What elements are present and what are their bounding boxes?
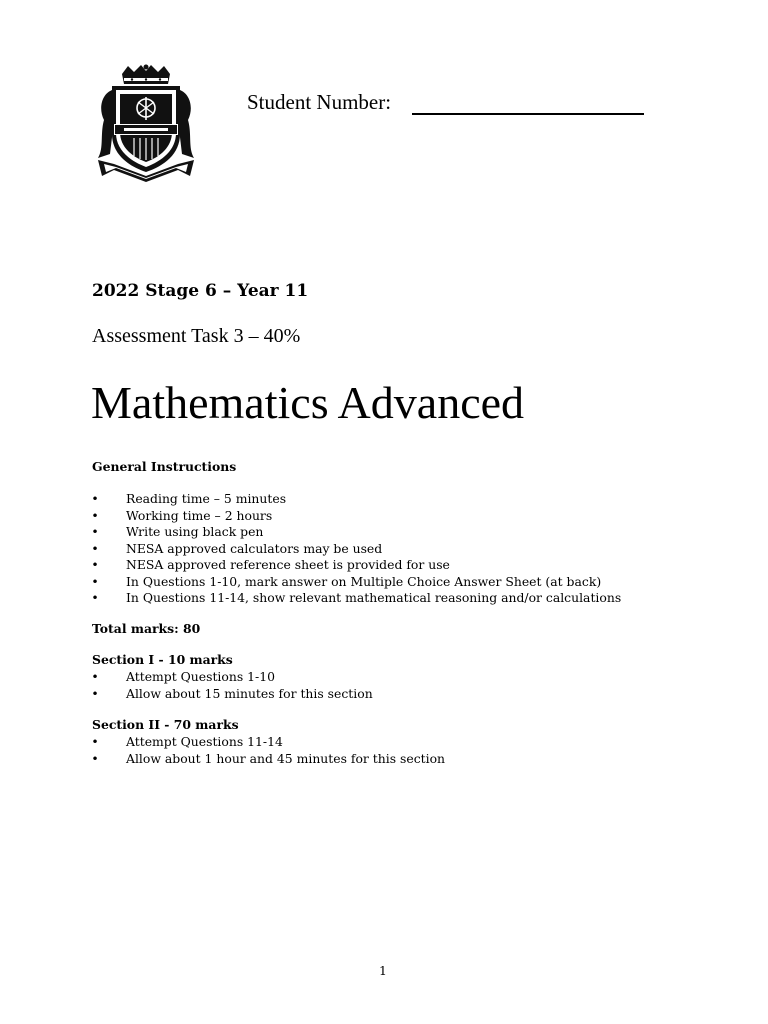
bullet-icon: • <box>91 669 99 684</box>
school-crest-logo <box>94 64 198 184</box>
section-2-heading: Section II - 70 marks <box>92 717 239 732</box>
list-item: • NESA approved reference sheet is provided for use <box>91 557 450 572</box>
student-number-field-line[interactable] <box>412 113 644 115</box>
section-2-list <box>90 734 445 767</box>
bullet-icon: • <box>91 590 99 605</box>
bullet-icon: • <box>91 491 99 506</box>
list-item: • Attempt Questions 11-14 <box>91 734 283 749</box>
bullet-icon: • <box>91 540 99 556</box>
bullet-icon: • <box>91 524 99 539</box>
section-1-list <box>90 669 373 702</box>
list-item: • Write using black pen <box>91 524 264 539</box>
general-instructions-list <box>90 491 621 607</box>
student-number-label: Student Number: <box>247 90 392 114</box>
subject-title: Mathematics Advanced <box>91 377 525 428</box>
bullet-icon: • <box>91 507 99 523</box>
general-instructions-heading: General Instructions <box>92 459 237 474</box>
list-item: • Reading time – 5 minutes <box>91 491 287 506</box>
total-marks: Total marks: 80 <box>92 621 201 636</box>
list-item: • Allow about 1 hour and 45 minutes for this section <box>91 750 446 766</box>
bullet-icon: • <box>91 734 99 749</box>
page-number: 1 <box>379 963 387 978</box>
list-item: • Attempt Questions 1-10 <box>91 669 275 684</box>
bullet-icon: • <box>91 557 99 572</box>
list-item: • Allow about 15 minutes for this section <box>91 685 373 701</box>
bullet-icon: • <box>91 750 99 766</box>
list-item: • In Questions 1-10, mark answer on Multiple Choice Answer Sheet (at back) <box>91 573 602 589</box>
assessment-task-line: Assessment Task 3 – 40% <box>92 325 301 347</box>
crown-icon <box>122 65 170 85</box>
bullet-icon: • <box>91 685 99 701</box>
list-item: • NESA approved calculators may be used <box>91 540 383 556</box>
list-item: • In Questions 11-14, show relevant mathematical reasoning and/or calculations <box>91 590 622 605</box>
stage-heading: 2022 Stage 6 – Year 11 <box>92 281 309 301</box>
list-item: • Working time – 2 hours <box>91 507 273 523</box>
bullet-icon: • <box>91 573 99 589</box>
section-1-heading: Section I - 10 marks <box>92 652 233 667</box>
